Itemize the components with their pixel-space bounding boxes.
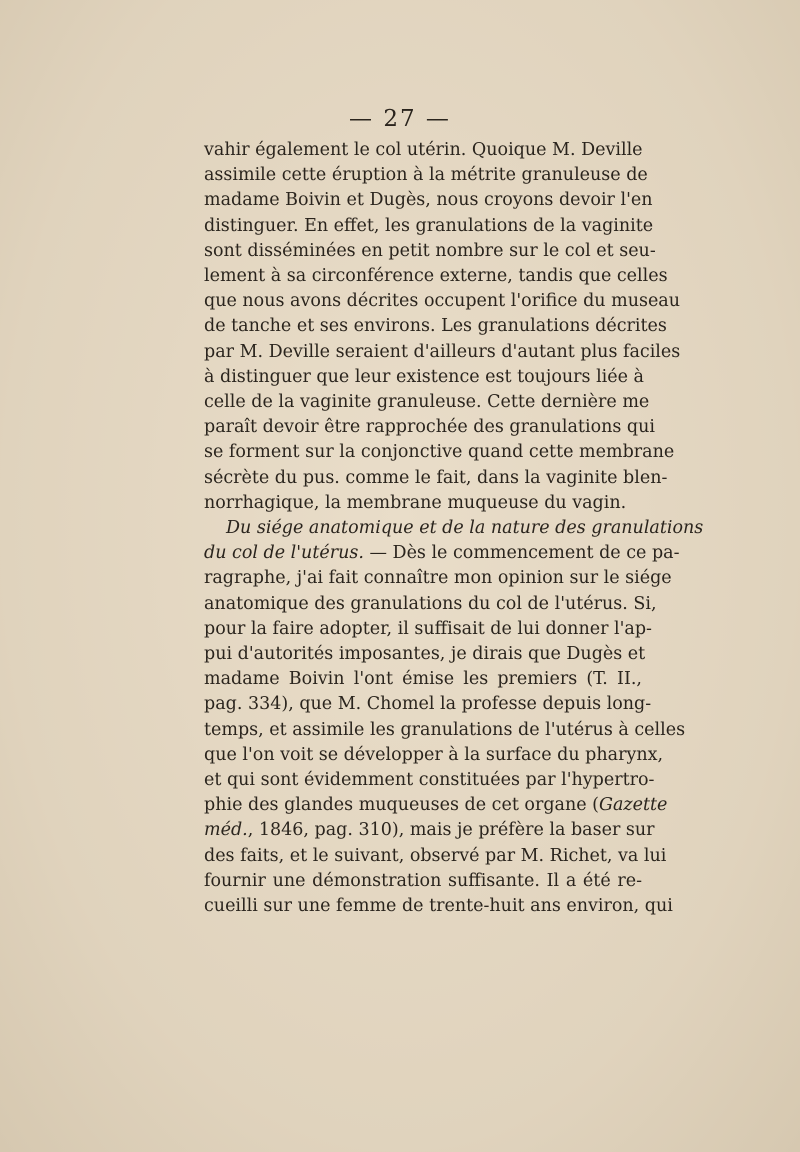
- citation-title-end: méd.: [204, 820, 248, 841]
- text-line: du col de l'utérus. — Dès le commencement de ce pa-: [204, 543, 680, 564]
- text-line: que l'on voit se développer à la surface du pharynx,: [204, 744, 664, 765]
- text-line: se forment sur la conjonctive quand cette membrane: [204, 442, 675, 463]
- text-line: anatomique des granulations du col de l'utérus. Si,: [204, 593, 657, 614]
- text-line: pour la faire adopter, il suffisait de lui donner l'ap-: [204, 618, 652, 639]
- text-line: celle de la vaginite granuleuse. Cette dernière me: [204, 392, 650, 413]
- text-line: temps, et assimile les granulations de l'utérus à celles: [204, 719, 686, 740]
- text-line: pui d'autorités imposantes, je dirais que Dugès et: [204, 644, 646, 665]
- text-line: sécrète du pus. comme le fait, dans la vaginite blen-: [204, 467, 668, 488]
- text-line: distinguer. En effet, les granulations de la vaginite: [204, 215, 654, 236]
- page-number: — 27 —: [349, 106, 451, 132]
- text-line: de tanche et ses environs. Les granulations décrites: [204, 316, 667, 337]
- text-line: madame Boivin et Dugès, nous croyons devoir l'en: [204, 190, 653, 211]
- text-line: pag. 334), que M. Chomel la professe depuis long-: [204, 694, 652, 715]
- citation-title: Gazette: [598, 795, 668, 816]
- text-line: phie des glandes muqueuses de cet organe (Gazette: [204, 795, 668, 816]
- text-line: que nous avons décrites occupent l'orifice du museau: [204, 291, 681, 312]
- text-line: à distinguer que leur existence est toujours liée à: [204, 366, 644, 387]
- text-line: par M. Deville seraient d'ailleurs d'autant plus faciles: [204, 341, 681, 362]
- text-line: madame Boivin l'ont émise les premiers (T. II.,: [204, 669, 642, 690]
- body-text: [204, 138, 704, 919]
- section-heading-line: Du siége anatomique et de la nature des granulations: [226, 518, 704, 539]
- text-line: sont disséminées en petit nombre sur le col et seu-: [204, 240, 656, 261]
- text-line: fournir une démonstration suffisante. Il a été re-: [204, 870, 642, 891]
- text-line: méd., 1846, pag. 310), mais je préfère la baser sur: [204, 820, 655, 841]
- text-line: paraît devoir être rapprochée des granulations qui: [204, 417, 655, 438]
- text-line: lement à sa circonférence externe, tandis que celles: [204, 266, 668, 287]
- text-line: vahir également le col utérin. Quoique M. Deville: [204, 140, 643, 160]
- text-line: norrhagique, la membrane muqueuse du vagin.: [204, 492, 627, 513]
- text-line: des faits, et le suivant, observé par M. Richet, va lui: [204, 845, 667, 866]
- text-line: et qui sont évidemment constituées par l'hypertro-: [204, 770, 655, 791]
- text-line: cueilli sur une femme de trente-huit ans environ, qui: [204, 896, 673, 917]
- text-line: assimile cette éruption à la métrite granuleuse de: [204, 165, 648, 186]
- section-heading-end: du col de l'utérus.: [204, 543, 364, 564]
- text-line: ragraphe, j'ai fait connaître mon opinion sur le siége: [204, 568, 672, 589]
